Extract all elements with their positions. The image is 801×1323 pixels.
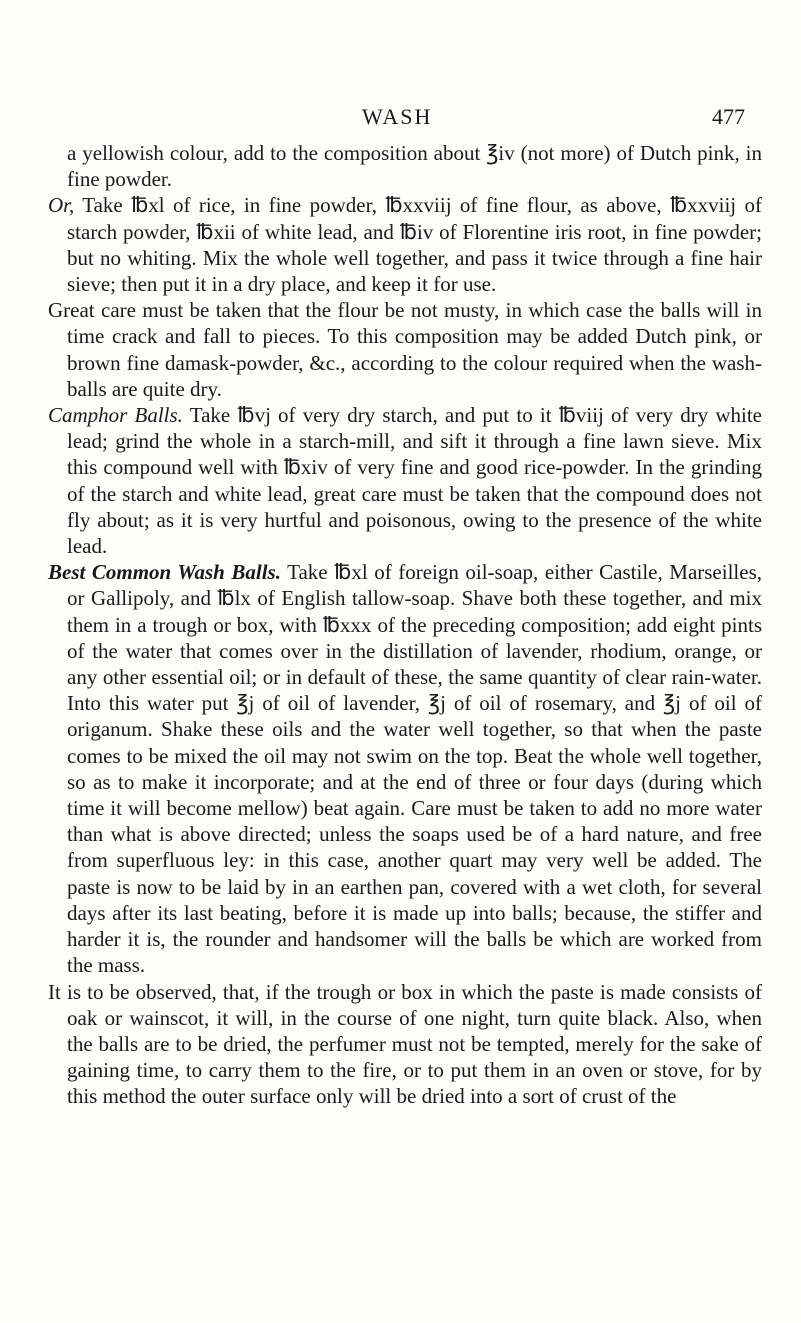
paragraph-lead: Or,	[48, 193, 75, 218]
paragraph-text: Great care must be taken that the flour be not musty, in which case the balls will in time crack and fall to pieces. To this composition may be added Dutch pink, or brown fine damask-powder, &c., according to the colour required when the wash-balls are quite dry.	[48, 298, 762, 401]
body-text	[48, 140, 762, 1110]
paragraph-great-care	[48, 297, 762, 402]
running-title: WASH	[362, 104, 433, 129]
page-number: 477	[712, 104, 745, 129]
paragraph-text: Take ℔vj of very dry starch, and put to it ℔viij of very dry white lead; grind the whole in a starch-mill, and sift it through a fine lawn sieve. Mix this compound well with ℔xiv of very fine and good rice-powder. In the grinding of the starch and white lead, great care must be taken that the compound does not fly about; as it is very hurtful and poisonous, owing to the presence of the white lead.	[67, 403, 763, 559]
paragraph-text: It is to be observed, that, if the trough or box in which the paste is made consists of oak or wainscot, it will, in the course of one night, turn quite black. Also, when the balls are to be dried, the perfumer must not be tempted, merely for the sake of gaining time, to carry them to the fire, or to put them in an oven or stove, for by this method the outer surface only will be dried into a sort of crust of the	[48, 979, 762, 1109]
paragraph-lead: Camphor Balls.	[48, 403, 183, 428]
paragraph-observation	[48, 979, 762, 1110]
paragraph-best-common-wash-balls	[48, 559, 762, 978]
paragraph-text: Take ℔xl of foreign oil-soap, either Castile, Marseilles, or Gallipoly, and ℔lx of English tallow-soap. Shave both these together, and mix them in a trough or box, with ℔xxx of the preceding composition; add eight pints of the water that comes over in the distillation of lavender, rhodium, orange, or any other essential oil; or in default of these, the same quantity of clear rain-water. Into this water put ℥j of oil of lavender, ℥j of oil of rosemary, and ℥j of oil of origanum. Shake these oils and the water well together, so that when the paste comes to be mixed the oil may not swim on the top. Beat the whole well together, so as to make it incorporate; and at the end of three or four days (during which time it will become mellow) beat again. Care must be taken to add no more water than what is above directed; unless the soaps used be of a hard nature, and free from superfluous ley: in this case, another quart may very well be added. The paste is now to be laid by in an earthen pan, covered with a wet cloth, for several days after its last beating, before it is made up into balls; because, the stiffer and harder it is, the rounder and handsomer will the balls be which are worked from the mass.	[67, 560, 762, 978]
paragraph-lead: Best Common Wash Balls.	[48, 560, 281, 585]
running-header	[0, 104, 801, 134]
paragraph-text: a yellowish colour, add to the composition about ℥iv (not more) of Dutch pink, in fine powder.	[67, 141, 762, 192]
paragraph-text: Take ℔xl of rice, in fine powder, ℔xxviij of fine flour, as above, ℔xxviij of starch powder, ℔xii of white lead, and ℔iv of Florentine iris root, in fine powder; but no whiting. Mix the whole well together, and pass it twice through a fine hair sieve; then put it in a dry place, and keep it for use.	[67, 193, 762, 297]
paragraph-continued	[48, 140, 762, 192]
paragraph-camphor-balls	[48, 402, 762, 559]
paragraph-or	[48, 192, 762, 297]
